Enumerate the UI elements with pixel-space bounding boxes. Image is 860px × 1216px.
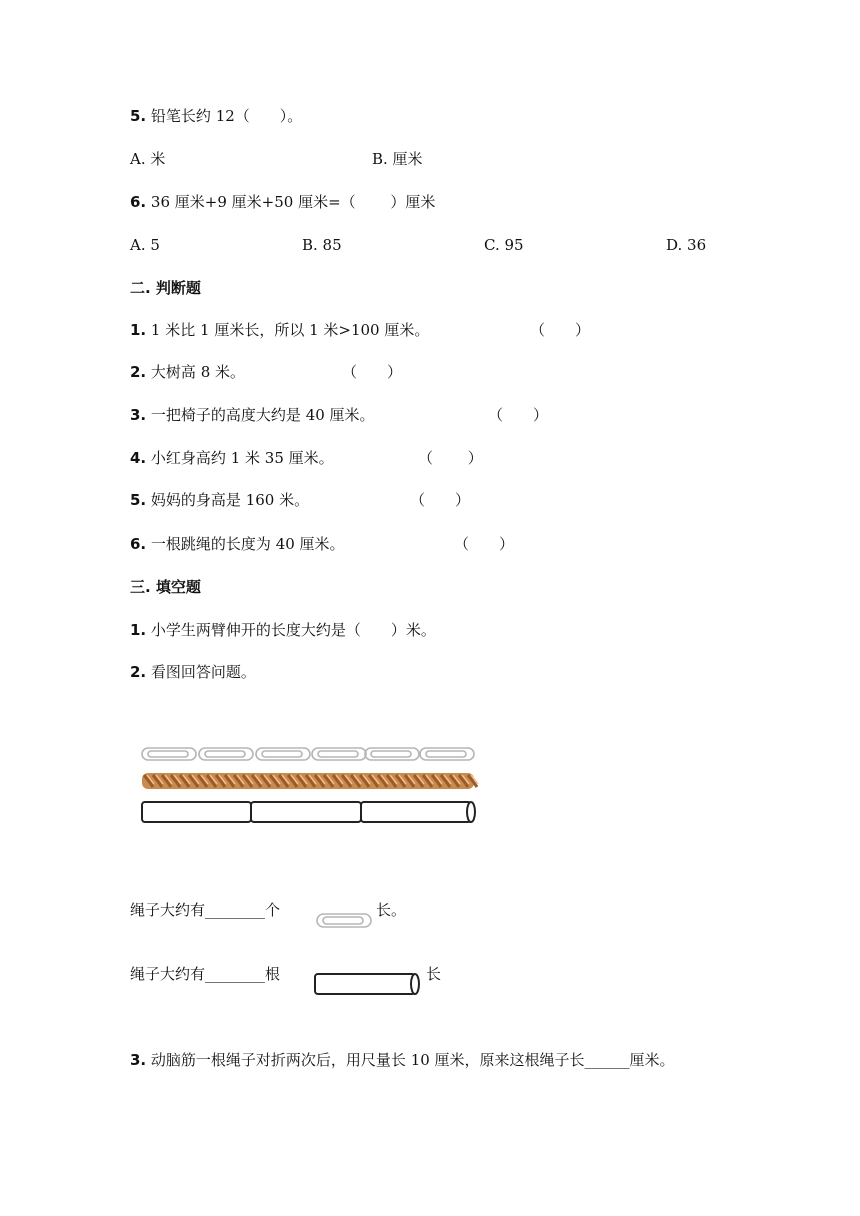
question-number: 5. xyxy=(130,491,147,509)
option-d: D. 36 xyxy=(666,236,707,254)
paper-clip-icon xyxy=(316,912,372,930)
fill-item-2 xyxy=(130,662,256,682)
section-title-judge: 二. 判断题 xyxy=(130,279,201,297)
answer-parens[interactable]: （ ） xyxy=(410,491,471,509)
straw-row xyxy=(142,802,475,822)
answer-parens[interactable]: （ ） xyxy=(342,363,403,381)
answer-parens[interactable]: （ ） xyxy=(530,321,591,339)
answer-suffix: 长 xyxy=(426,965,442,983)
answer-parens[interactable]: （ ） xyxy=(454,535,515,553)
question-number: 4. xyxy=(130,449,147,467)
paper-clip-icon xyxy=(365,748,419,760)
question-text: 妈妈的身高是 160 米。 xyxy=(150,491,310,509)
question-text: 看图回答问题。 xyxy=(150,663,256,681)
option-a: A. 5 xyxy=(130,236,160,254)
question-number: 6. xyxy=(130,535,147,553)
judge-item-3 xyxy=(130,405,375,425)
answer-parens[interactable]: （ ） xyxy=(488,406,549,424)
answer-prefix: 绳子大约有________根 xyxy=(130,965,281,983)
question-5 xyxy=(130,106,302,126)
question-text: 36 厘米+9 厘米+50 厘米=（ ）厘米 xyxy=(150,193,436,211)
question-text: 一把椅子的高度大约是 40 厘米。 xyxy=(150,406,375,424)
paper-clip-icon xyxy=(199,748,253,760)
option-b: B. 厘米 xyxy=(372,150,423,168)
question-number: 1. xyxy=(130,321,147,339)
question-text: 一根跳绳的长度为 40 厘米。 xyxy=(150,535,345,553)
question-number: 6. xyxy=(130,193,147,211)
question-text: 大树高 8 米。 xyxy=(150,363,246,381)
judge-item-4 xyxy=(130,448,334,468)
question-6 xyxy=(130,192,435,212)
rope-icon xyxy=(142,773,478,789)
straw-icon xyxy=(142,802,251,822)
judge-item-1 xyxy=(130,320,429,340)
option-b: B. 85 xyxy=(302,236,342,254)
straw-icon xyxy=(251,802,361,822)
question-number: 5. xyxy=(130,107,147,125)
judge-item-6 xyxy=(130,534,345,554)
section-title-fill: 三. 填空题 xyxy=(130,578,201,596)
judge-item-2 xyxy=(130,362,245,382)
question-number: 2. xyxy=(130,663,147,681)
answer-parens[interactable]: （ ） xyxy=(418,449,483,467)
option-a: A. 米 xyxy=(130,150,166,168)
question-text: 小学生两臂伸开的长度大约是（ ）米。 xyxy=(150,621,436,639)
question-number: 3. xyxy=(130,406,147,424)
paper-clip-icon xyxy=(312,748,366,760)
paper-clip-icon xyxy=(256,748,310,760)
straw-icon xyxy=(361,802,471,822)
question-text: 动脑筋一根绳子对折两次后，用尺量长 10 厘米，原来这根绳子长______厘米。 xyxy=(150,1051,675,1069)
fill-answer-paperclip xyxy=(130,900,280,920)
question-number: 2. xyxy=(130,363,147,381)
question-text: 小红身高约 1 米 35 厘米。 xyxy=(150,449,334,467)
straw-icon xyxy=(313,972,423,996)
paper-clip-row xyxy=(142,748,474,760)
fill-item-1 xyxy=(130,620,436,640)
paper-clip-icon xyxy=(142,748,196,760)
fill-answer-straw xyxy=(130,964,280,984)
judge-item-5 xyxy=(130,490,309,510)
fill-item-3 xyxy=(130,1050,675,1070)
answer-suffix: 长。 xyxy=(376,901,407,919)
rope-measure-figure xyxy=(140,742,480,832)
option-c: C. 95 xyxy=(484,236,524,254)
paper-clip-icon xyxy=(420,748,474,760)
question-text: 1 米比 1 厘米长，所以 1 米>100 厘米。 xyxy=(150,321,430,339)
question-number: 1. xyxy=(130,621,147,639)
question-text: 铅笔长约 12（ ）。 xyxy=(150,107,303,125)
question-number: 3. xyxy=(130,1051,147,1069)
answer-prefix: 绳子大约有________个 xyxy=(130,901,281,919)
